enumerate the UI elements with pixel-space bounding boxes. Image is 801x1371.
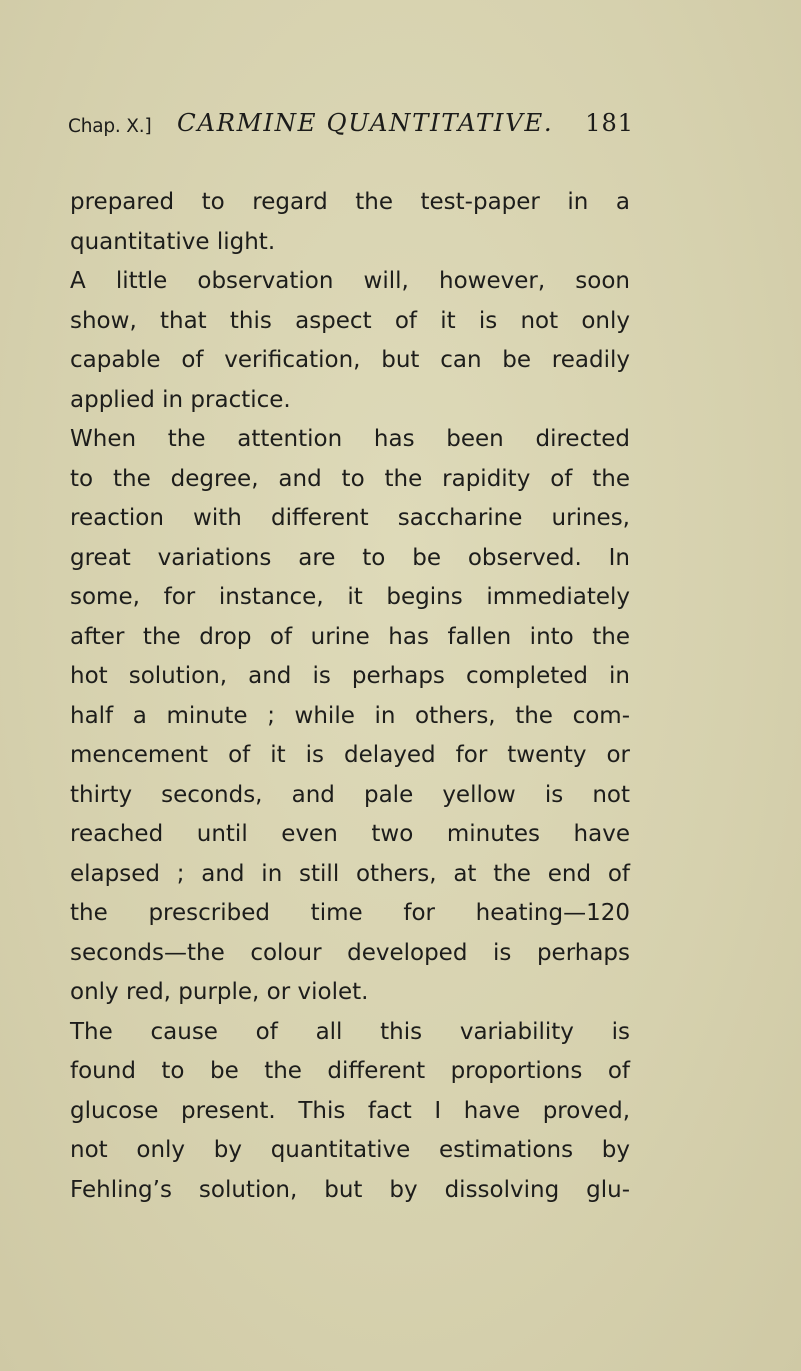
text-line: prepared to regard the test-paper in a [70,189,630,215]
text-line: some, for instance, it begins immediately [70,584,630,610]
text-line: capable of verification, but can be readily [70,347,630,373]
text-line: great variations are to be observed. In [70,544,630,571]
text-line: applied in practice. [70,386,291,413]
text-line: The cause of all this variability is [70,1018,630,1045]
text-line: glucose present. This fact I have proved, [70,1097,630,1124]
text-line: thirty seconds, and pale yellow is not [70,781,630,808]
text-line: elapsed ; and in still others, at the end of [70,860,630,887]
text-line: show, that this aspect of it is not only [70,307,630,334]
text-line: only red, purple, or violet. [70,979,369,1005]
running-head [68,108,634,148]
text-line: reached until even two minutes have [70,821,630,847]
text-line: seconds—the colour developed is perhaps [70,939,630,966]
body-text [70,183,630,1210]
running-title: CARMINE QUANTITATIVE. [177,108,554,137]
text-line: after the drop of urine has fallen into the [70,623,630,650]
text-line: half a minute ; while in others, the com- [70,702,630,729]
text-line: When the attention has been directed [70,426,630,452]
text-line: to the degree, and to the rapidity of the [70,465,630,492]
text-line: quantitative light. [70,228,276,255]
text-line: found to be the different proportions of [70,1058,630,1084]
text-line: the prescribed time for heating—120 [70,900,630,926]
text-line: A little observation will, however, soon [70,268,630,294]
text-line: mencement of it is delayed for twenty or [70,742,630,768]
text-line: reaction with different saccharine urines, [70,505,630,531]
chapter-reference: Chap. X.] [68,116,152,137]
text-line: not only by quantitative estimations by [70,1137,630,1163]
text-line: hot solution, and is perhaps completed in [70,663,630,689]
text-line: Fehling’s solution, but by dissolving glu- [70,1176,630,1203]
page-number: 181 [585,109,634,137]
